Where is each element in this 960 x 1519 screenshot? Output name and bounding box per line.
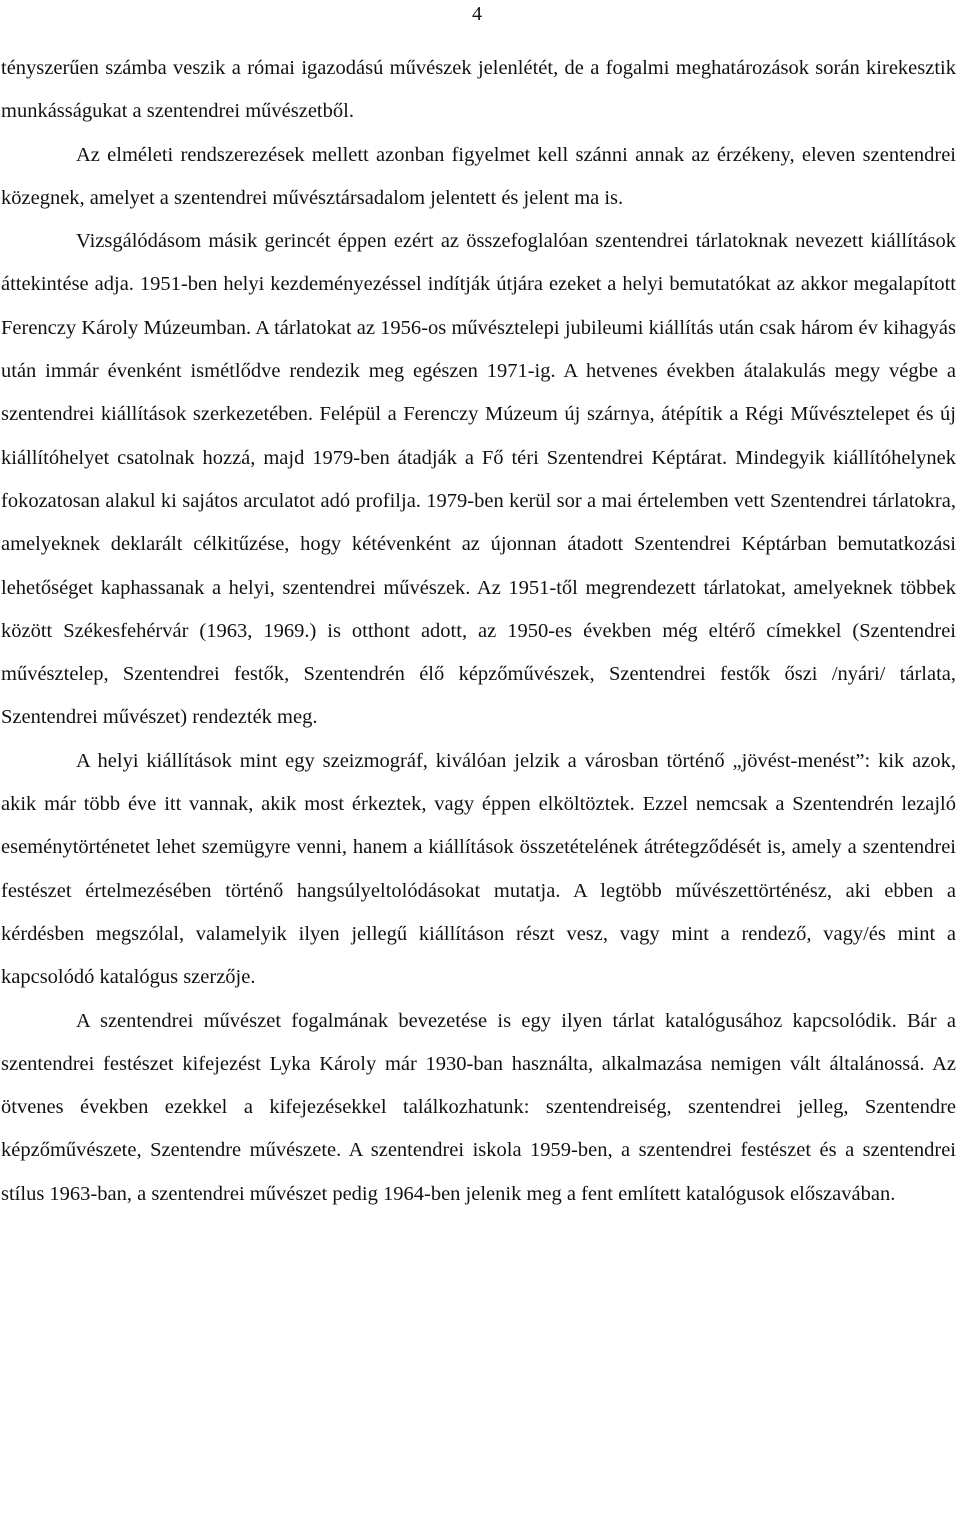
paragraph-continuation: tényszerűen számba veszik a római igazodású művészek jelenlétét, de a fogalmi meghatározások során kirekesztik munkásságukat a szentendrei művészetből. [1,57,956,123]
paragraph-concept-introduction: A szentendrei művészet fogalmának bevezetése is egy ilyen tárlat katalógusához kapcsolódik. Bár a szentendrei festészet kifejezést Lyka Károly már 1930-ban használta, alkalmazása nemigen vált általánossá. Az ötvenes években ezekkel a kifejezésekkel találkozhatunk: szentendreiség, szentendrei jelleg, Szentendre képzőművészete, Szentendre művészete. A szentendrei iskola 1959-ben, a szentendrei festészet és a szentendrei stílus 1963-ban, a szentendrei művészet pedig 1964-ben jelenik meg a fent említett katalógusok előszavában. [1,1009,956,1205]
paragraph-exhibitions-overview: Vizsgálódásom másik gerincét éppen ezért az összefoglalóan szentendrei tárlatoknak nevezett kiállítások áttekintése adja. 1951-ben helyi kezdeményezéssel indítják útjára ezeket a helyi bemutatókat az akkor megalapított Ferenczy Károly Múzeumban. A tárlatokat az 1956-os művésztelepi jubileumi kiállítás után csak három év kihagyás után immár évenként ismétlődve rendezik meg egészen 1971-ig. A hetvenes években átalakulás megy végbe a szentendrei kiállítások szerkezetében. Felépül a Ferenczy Múzeum új szárnya, átépítik a Régi Művésztelepet és új kiállítóhelyet csatolnak hozzá, majd 1979-ben átadják a Fő téri Szentendrei Képtárat. Mindegyik kiállítóhelynek fokozatosan alakul ki sajátos arculatot adó profilja. 1979-ben kerül sor a mai értelemben vett Szentendrei tárlatokra, amelyeknek deklarált célkitűzése, hogy kétévenként az újonnan átadott Szentendrei Képtárban bemutatkozási lehetőséget kaphassanak a helyi, szentendrei művészek. Az 1951-től megrendezett tárlatokat, amelyeknek többek között Székesfehérvár (1963, 1969.) is otthont adott, az 1950-es években még eltérő címekkel (Szentendrei művésztelep, Szentendrei festők, Szentendrén élő képzőművészek, Szentendrei festők őszi /nyári/ tárlata, Szentendrei művészet) rendezték meg. [1,230,956,729]
body-text [1,47,956,1216]
paragraph-theoretical-systems: Az elméleti rendszerezések mellett azonban figyelmet kell szánni annak az érzékeny, eleven szentendrei közegnek, amelyet a szentendrei művésztársadalom jelentett és jelent ma is. [1,143,956,209]
paragraph-seismograph: A helyi kiállítások mint egy szeizmográf, kiválóan jelzik a városban történő „jövést-menést”: kik azok, akik már több éve itt vannak, akik most érkeztek, vagy éppen elköltöztek. Ezzel nemcsak a Szentendrén lezajló eseménytörténetet lehet szemügyre venni, hanem a kiállítások összetételének átrétegződését is, amely a szentendrei festészet értelmezésében történő hangsúlyeltolódásokat mutatja. A legtöbb művészettörténész, aki ebben a kérdésben megszólal, valamelyik ilyen jellegű kiállításon részt vesz, vagy mint a rendező, vagy/és mint a kapcsolódó katalógus szerzője. [1,749,956,989]
page-number: 4 [472,3,482,25]
